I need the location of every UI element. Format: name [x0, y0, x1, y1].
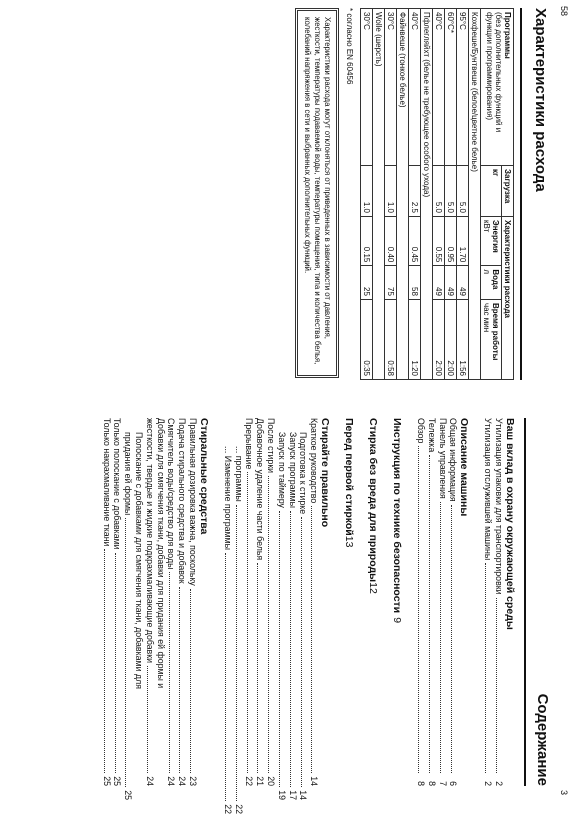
- toc-page-number: 8: [426, 781, 437, 786]
- toc-section: [89, 418, 569, 814]
- toc-heading[interactable]: [458, 418, 470, 786]
- cell-energy: 1.70: [457, 217, 469, 266]
- table-row: [421, 9, 433, 380]
- leader-dots: [301, 517, 302, 787]
- cell-label: 60°С*: [445, 9, 457, 166]
- leader-dots: [311, 506, 312, 773]
- toc-item-text: жесткости, твердые и жидкие подкрахмаливающие добавки: [144, 418, 155, 663]
- cell-time: 2:00: [433, 299, 445, 379]
- title-rule: [520, 8, 522, 380]
- cell-energy: 0.45: [409, 217, 421, 266]
- toc-item[interactable]: [176, 418, 187, 786]
- toc-title: Содержание: [534, 693, 551, 786]
- toc-item[interactable]: [437, 418, 448, 786]
- leader-dots: [179, 587, 180, 773]
- table-row: [385, 9, 397, 380]
- header-load: Загрузка: [502, 166, 514, 217]
- header-consumption: Характеристики расхода: [502, 217, 514, 380]
- toc-item-text: ... Изменение программы: [222, 446, 233, 550]
- toc-item[interactable]: [133, 418, 144, 800]
- cell-label: 30°С: [385, 9, 397, 166]
- cell-label: 95°С: [457, 9, 469, 166]
- left-page-number: 58: [559, 6, 569, 17]
- leader-dots: [236, 505, 237, 801]
- toc-item-text: придания ей формы: [123, 432, 134, 516]
- cell-time: 0:35: [361, 299, 373, 379]
- toc-item-text: Подача стирального средства и добавок: [177, 418, 188, 584]
- cell-water: 49: [457, 266, 469, 300]
- toc-page-number: 13: [343, 535, 356, 548]
- toc-item[interactable]: [493, 418, 504, 786]
- toc-heading-text: Ваш вклад в охрану окружающей среды: [504, 418, 516, 630]
- toc-group: [343, 418, 355, 786]
- leader-dots: [279, 511, 280, 787]
- leader-dots: [418, 446, 419, 773]
- unit-load: кг: [481, 166, 502, 217]
- toc-item[interactable]: [426, 418, 437, 786]
- cell-load: 5.0: [457, 166, 469, 217]
- toc-page-number: 24: [166, 776, 177, 786]
- toc-list: [101, 418, 516, 814]
- toc-item[interactable]: [122, 418, 133, 800]
- leader-dots: [147, 666, 148, 773]
- cell-label: Файнвеше (тонкое белье): [397, 9, 409, 380]
- cell-water: 25: [361, 266, 373, 300]
- table-row: [433, 9, 445, 380]
- header-energy: Энергия кВт: [481, 217, 502, 266]
- toc-item-text: Подготовка к стирке: [298, 432, 309, 515]
- leader-dots: [247, 472, 248, 773]
- cell-label: 30°С: [361, 9, 373, 166]
- table-row: [469, 9, 481, 380]
- cell-label: Wolle (шерсть): [373, 9, 385, 380]
- toc-heading-text: Перед первой стиркой: [343, 418, 356, 536]
- toc-page-number: 20: [266, 776, 277, 786]
- cell-water: 49: [433, 266, 445, 300]
- leader-dots: [268, 476, 269, 773]
- cell-water: 58: [409, 266, 421, 300]
- consumption-section: [295, 8, 549, 380]
- cell-load: 1.0: [385, 166, 397, 217]
- leader-dots: [225, 553, 226, 801]
- toc-heading[interactable]: [391, 418, 403, 786]
- toc-item-text: Смягчитель воды/средство для воды: [166, 418, 177, 570]
- toc-item[interactable]: [276, 418, 287, 800]
- toc-heading[interactable]: [343, 418, 355, 786]
- toc-item-text: Только накрахмаливание ткани: [101, 418, 112, 547]
- header-programs: Программы (без дополнительных функций и функции программирования): [481, 9, 514, 166]
- cell-energy: 0.15: [361, 217, 373, 266]
- cell-time: 0:58: [385, 299, 397, 379]
- toc-page-number: 7: [437, 781, 448, 786]
- leader-dots: [257, 563, 258, 773]
- toc-item[interactable]: [112, 418, 123, 786]
- toc-item[interactable]: [254, 418, 265, 786]
- toc-item[interactable]: [448, 418, 459, 786]
- toc-item-text: Правильная дозировка важна, поскольку: [188, 418, 199, 586]
- leader-dots: [440, 502, 441, 773]
- toc-item[interactable]: [287, 418, 298, 800]
- cell-water: 49: [445, 266, 457, 300]
- toc-page-number: 6: [448, 781, 459, 786]
- leader-dots: [125, 518, 126, 787]
- leader-dots: [451, 505, 452, 773]
- toc-group: [482, 418, 516, 786]
- header-water: Вода л: [481, 266, 502, 300]
- toc-group: [415, 418, 470, 786]
- toc-item-text: ... программы: [233, 446, 244, 502]
- cell-time: 1:56: [457, 299, 469, 379]
- table-row: [445, 9, 457, 380]
- toc-page-number: 2: [483, 781, 494, 786]
- toc-item[interactable]: [155, 418, 166, 786]
- toc-group: [367, 418, 379, 786]
- toc-page-number: 22: [244, 776, 255, 786]
- toc-item[interactable]: [222, 418, 233, 814]
- toc-heading[interactable]: [367, 418, 379, 786]
- toc-page-number: 8: [416, 781, 427, 786]
- leader-dots: [290, 511, 291, 787]
- cell-label: 40°С: [433, 9, 445, 166]
- cell-load: 2.5: [409, 166, 421, 217]
- toc-item-text: Общая информация: [448, 418, 459, 502]
- toc-heading[interactable]: [198, 418, 210, 786]
- right-page-number: 3: [559, 790, 569, 796]
- toc-page-number: 24: [177, 776, 188, 786]
- toc-item[interactable]: [298, 418, 309, 800]
- toc-page-number: 25: [123, 790, 134, 800]
- toc-item[interactable]: [233, 418, 244, 814]
- toc-item-text: Прерывание: [244, 418, 255, 470]
- leader-dots: [190, 589, 191, 773]
- toc-heading[interactable]: [319, 418, 331, 786]
- toc-page-number: 14: [298, 790, 309, 800]
- cell-water: 75: [385, 266, 397, 300]
- toc-item[interactable]: [166, 418, 177, 786]
- toc-item-text: Краткое руководство: [309, 418, 320, 504]
- toc-heading-text: Стирка без вреда для природы: [367, 418, 380, 583]
- toc-page-number: 22: [222, 804, 233, 814]
- leader-dots: [169, 572, 170, 773]
- toc-item-text: Утилизация отслужившей машины: [483, 418, 494, 561]
- leader-dots: [496, 598, 497, 773]
- cell-time: 2:00: [445, 299, 457, 379]
- toc-item-text: Только полоскание с добавками: [112, 418, 123, 550]
- leader-dots: [429, 455, 430, 773]
- cell-load: 5.0: [445, 166, 457, 217]
- toc-heading-text: Описание машины: [458, 418, 471, 517]
- leader-dots: [485, 563, 486, 773]
- consumption-table: [360, 8, 514, 380]
- toc-page-number: 2: [494, 781, 504, 786]
- toc-heading-text: Инструкция по технике безопасности: [391, 418, 404, 614]
- table-row: [397, 9, 409, 380]
- footnote: * согласно EN 60456: [345, 8, 354, 85]
- toc-item[interactable]: [265, 418, 276, 786]
- cell-label: Пфлегляйхт (белье не требующее особого ухода): [421, 9, 433, 380]
- consumption-title: Характеристики расхода: [532, 8, 549, 192]
- toc-item[interactable]: [482, 418, 493, 786]
- toc-item[interactable]: [244, 418, 255, 786]
- toc-item-text: Добавки для смягчения ткани, добавки для придания ей формы и: [155, 418, 166, 689]
- toc-group: [391, 418, 403, 786]
- toc-item[interactable]: [144, 418, 155, 786]
- toc-item-text: Запуск программы: [287, 432, 298, 508]
- toc-page-number: 25: [112, 776, 123, 786]
- leader-dots: [115, 553, 116, 773]
- table-row: [373, 9, 385, 380]
- toc-group: [101, 418, 211, 800]
- toc-page-number: 24: [144, 776, 155, 786]
- toc-heading[interactable]: [504, 418, 516, 786]
- toc-item-text: Запуск по таймеру: [276, 432, 287, 508]
- toc-rule: [524, 418, 526, 786]
- cell-load: 1.0: [361, 166, 373, 217]
- toc-item-text: Полоскание с добавками для смягчения ткани, добавками для: [134, 432, 145, 689]
- toc-group: [222, 418, 332, 814]
- toc-item-text: Утилизация упаковки для транспортировки: [494, 418, 504, 595]
- header-time: Время работы час мин: [481, 299, 502, 379]
- toc-page-number: 19: [276, 790, 287, 800]
- consumption-note: Характеристики расхода могут отклоняться от приведенных в зависимости от давления, жесткости, температуры подаваемой воды, температуры помещения, типа и количества белья, колебаний напряжения в сети и выбранных дополнительных функций.: [295, 8, 339, 378]
- toc-item[interactable]: [187, 418, 198, 786]
- table-row: [409, 9, 421, 380]
- table-row: [457, 9, 469, 380]
- toc-page-number: 14: [309, 776, 320, 786]
- toc-page-number: 22: [233, 804, 244, 814]
- toc-page-number: 12: [367, 582, 380, 594]
- toc-heading-text: Стирайте правильно: [319, 418, 332, 528]
- toc-heading-text: Стиральные средства: [198, 418, 211, 535]
- cell-load: 5.0: [433, 166, 445, 217]
- cell-label: 40°С: [409, 9, 421, 166]
- table-row: [361, 9, 373, 380]
- cell-energy: 0.95: [445, 217, 457, 266]
- leader-dots: [104, 549, 105, 773]
- toc-page-number: 25: [101, 776, 112, 786]
- toc-item-text: Добавочное удаление части белья: [255, 418, 266, 561]
- toc-item-text: Обзор: [416, 418, 427, 444]
- toc-page-number: 23: [188, 776, 199, 786]
- cell-time: 1:20: [409, 299, 421, 379]
- toc-item-text: Тележка: [426, 418, 437, 453]
- cell-energy: 0.55: [433, 217, 445, 266]
- toc-item-text: Панель управления: [437, 418, 448, 499]
- toc-item[interactable]: [308, 418, 319, 786]
- toc-item-text: После стирки: [266, 418, 277, 474]
- toc-page-number: 21: [255, 776, 266, 786]
- cell-label: Кохфеше/Бунтвеше (белое/цветное белье): [469, 9, 481, 380]
- cell-energy: 0.40: [385, 217, 397, 266]
- toc-item[interactable]: [101, 418, 112, 786]
- toc-page-number: 9: [391, 617, 404, 624]
- toc-item[interactable]: [415, 418, 426, 786]
- toc-page-number: 17: [287, 790, 298, 800]
